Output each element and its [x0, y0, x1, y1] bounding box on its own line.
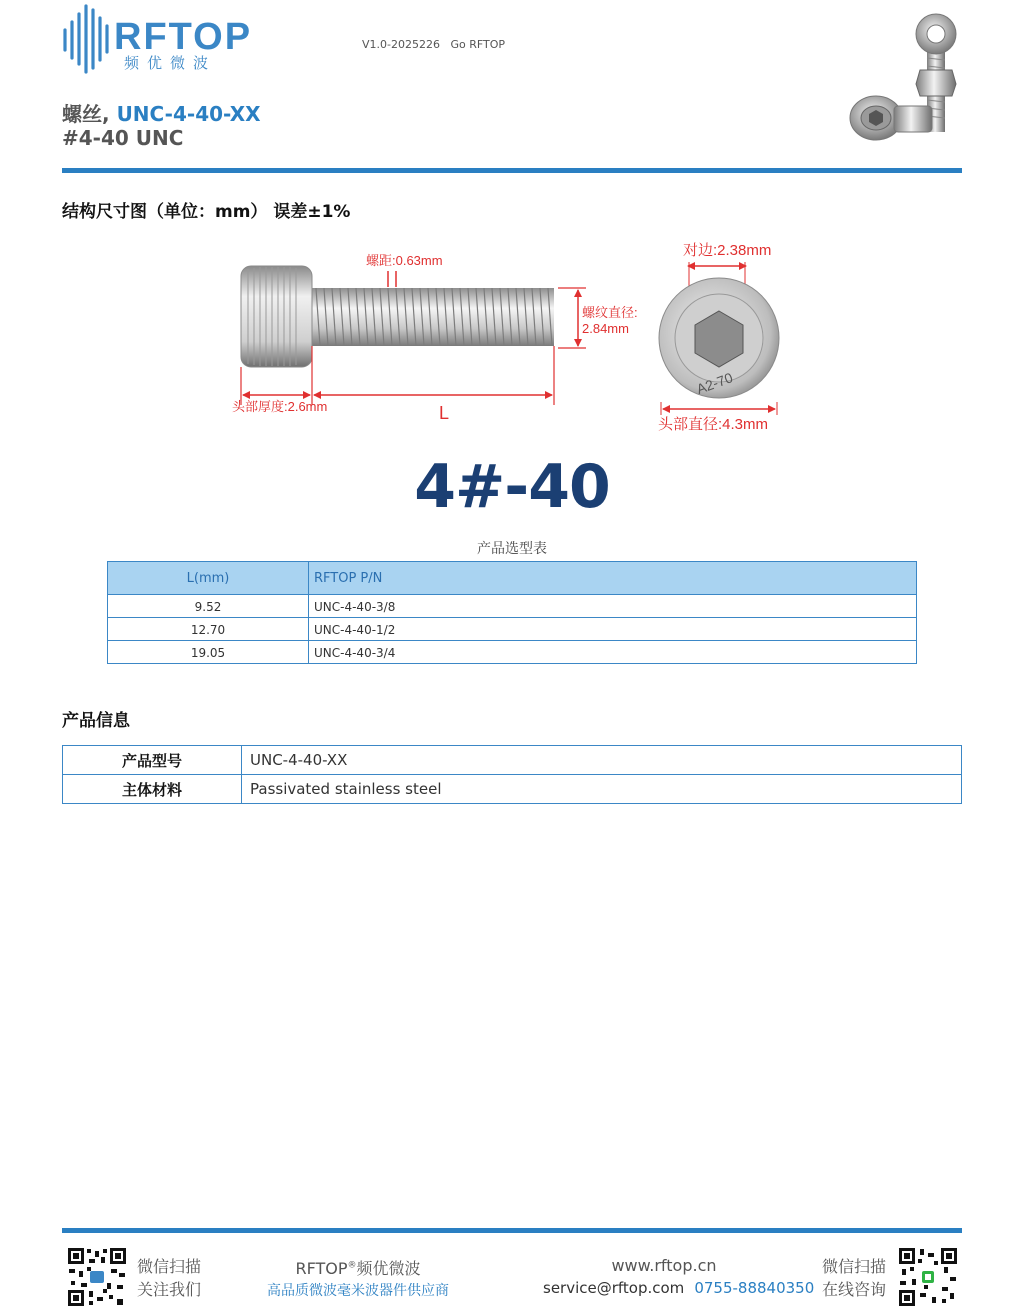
follow-line-2: 关注我们 — [137, 1280, 202, 1299]
selection-caption: 产品选型表 — [477, 541, 547, 557]
length-label: L — [439, 403, 450, 423]
footer-phone[interactable]: 0755-88840350 — [694, 1279, 815, 1297]
consult-line-2: 在线咨询 — [822, 1280, 887, 1299]
follow-line-1: 微信扫描 — [137, 1257, 202, 1276]
drawing-heading: 结构尺寸图（单位：mm） 误差±1% — [62, 202, 351, 222]
cell-length: 19.05 — [108, 641, 309, 664]
footer-left-text — [137, 1255, 201, 1301]
info-value: UNC-4-40-XX — [242, 746, 962, 775]
title-part-number: UNC-4-40-XX — [116, 102, 261, 126]
footer-divider — [62, 1228, 962, 1233]
head-thickness-label: 头部厚度:2.6mm — [232, 399, 328, 414]
page-subtitle: #4-40 UNC — [62, 126, 184, 150]
wechat-consult-qr-icon[interactable] — [898, 1247, 958, 1307]
col-header-length: L(mm) — [108, 562, 309, 595]
size-callout: 4#-40 — [414, 452, 610, 522]
table-row — [63, 775, 962, 804]
page-title — [62, 98, 261, 127]
brand-name-cn: 频优微波 — [356, 1259, 421, 1278]
product-info-table — [62, 745, 962, 804]
footer-contact — [543, 1279, 814, 1297]
logo-wordmark: RFTOP — [114, 16, 253, 58]
hex-across-label: 对边:2.38mm — [683, 242, 772, 259]
cell-pn: UNC-4-40-1/2 — [309, 618, 917, 641]
footer-right-text — [822, 1255, 886, 1301]
selection-header-row — [108, 562, 917, 595]
info-heading: 产品信息 — [62, 711, 130, 731]
footer-website[interactable]: www.rftop.cn — [611, 1256, 717, 1275]
info-value: Passivated stainless steel — [242, 775, 962, 804]
footer-slogan: 高品质微波毫米波器件供应商 — [267, 1283, 449, 1299]
head-diameter-label: 头部直径:4.3mm — [658, 416, 769, 433]
table-row — [108, 618, 917, 641]
brand-name: RFTOP — [295, 1259, 348, 1278]
info-key: 产品型号 — [63, 746, 242, 775]
thread-diameter-label-2: 2.84mm — [582, 321, 629, 336]
table-row — [63, 746, 962, 775]
logo-subtitle: 频优微波 — [124, 54, 217, 72]
footer-email[interactable]: service@rftop.com — [543, 1279, 685, 1297]
selection-table — [107, 561, 917, 664]
dimension-drawing — [228, 235, 798, 440]
footer-brand — [258, 1256, 458, 1279]
thread-diameter-label-1: 螺纹直径: — [582, 305, 638, 320]
head-marking: A2-70 — [694, 369, 735, 398]
version-text: V1.0-2025226 Go RFTOP — [362, 38, 506, 51]
pitch-label: 螺距:0.63mm — [366, 253, 443, 268]
cell-length: 12.70 — [108, 618, 309, 641]
col-header-pn: RFTOP P/N — [309, 562, 917, 595]
brand-registered-mark: ® — [347, 1260, 357, 1271]
screw-product-photo — [842, 10, 967, 150]
wechat-follow-qr-icon[interactable] — [67, 1247, 127, 1307]
cell-pn: UNC-4-40-3/4 — [309, 641, 917, 664]
table-row — [108, 641, 917, 664]
consult-line-1: 微信扫描 — [822, 1257, 887, 1276]
table-row — [108, 595, 917, 618]
cell-length: 9.52 — [108, 595, 309, 618]
cell-pn: UNC-4-40-3/8 — [309, 595, 917, 618]
info-key: 主体材料 — [63, 775, 242, 804]
title-prefix: 螺丝, — [62, 102, 117, 126]
header-divider — [62, 168, 962, 173]
